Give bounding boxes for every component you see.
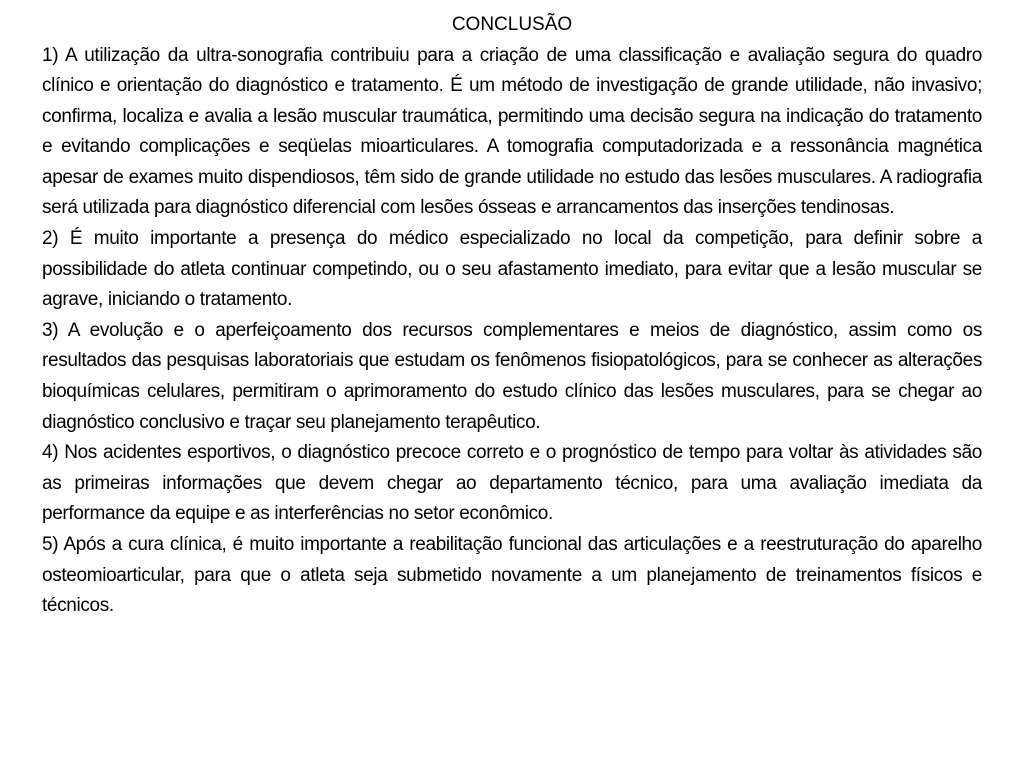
paragraph-2: 2) É muito importante a presença do médico especializado no local da competição, para definir sobre a possibilidade do atleta continuar competindo, ou o seu afastamento imediato, para evitar que a lesão muscular se agrave, iniciando o tratamento. bbox=[42, 228, 982, 311]
paragraph-3: 3) A evolução e o aperfeiçoamento dos recursos complementares e meios de diagnóstico, assim como os resultados das pesquisas laboratoriais que estudam os fenômenos fisiopatológicos, para se conhecer as alterações bioquímicas celulares, permitiram o aprimoramento do estudo clínico das lesões musculares, para se chegar ao diagnóstico conclusivo e traçar seu planejamento terapêutico. bbox=[42, 319, 982, 433]
slide bbox=[42, 10, 982, 760]
slide-title: CONCLUSÃO bbox=[451, 14, 573, 35]
paragraph-1: 1) A utilização da ultra-sonografia contribuiu para a criação de uma classificação e avaliação segura do quadro clínico e orientação do diagnóstico e tratamento. É um método de investigação de grande utilidade, não invasivo; confirma, localiza e avalia a lesão muscular traumática, permitindo uma decisão segura na indicação do tratamento e evitando complicações e seqüelas mioarticulares. A tomografia computadorizada e a ressonância magnética apesar de exames muito dispendiosos, têm sido de grande utilidade no estudo das lesões musculares. A radiografia será utilizada para diagnóstico diferencial com lesões ósseas e arrancamentos das inserções tendinosas. bbox=[42, 44, 982, 219]
paragraph-5: 5) Após a cura clínica, é muito importante a reabilitação funcional das articulações e a reestruturação do aparelho osteomioarticular, para que o atleta seja submetido novamente a um planejamento de treinamentos físicos e técnicos. bbox=[42, 534, 982, 617]
paragraph-4: 4) Nos acidentes esportivos, o diagnóstico precoce correto e o prognóstico de tempo para voltar às atividades são as primeiras informações que devem chegar ao departamento técnico, para uma avaliação imediata da performance da equipe e as interferências no setor econômico. bbox=[42, 442, 982, 525]
